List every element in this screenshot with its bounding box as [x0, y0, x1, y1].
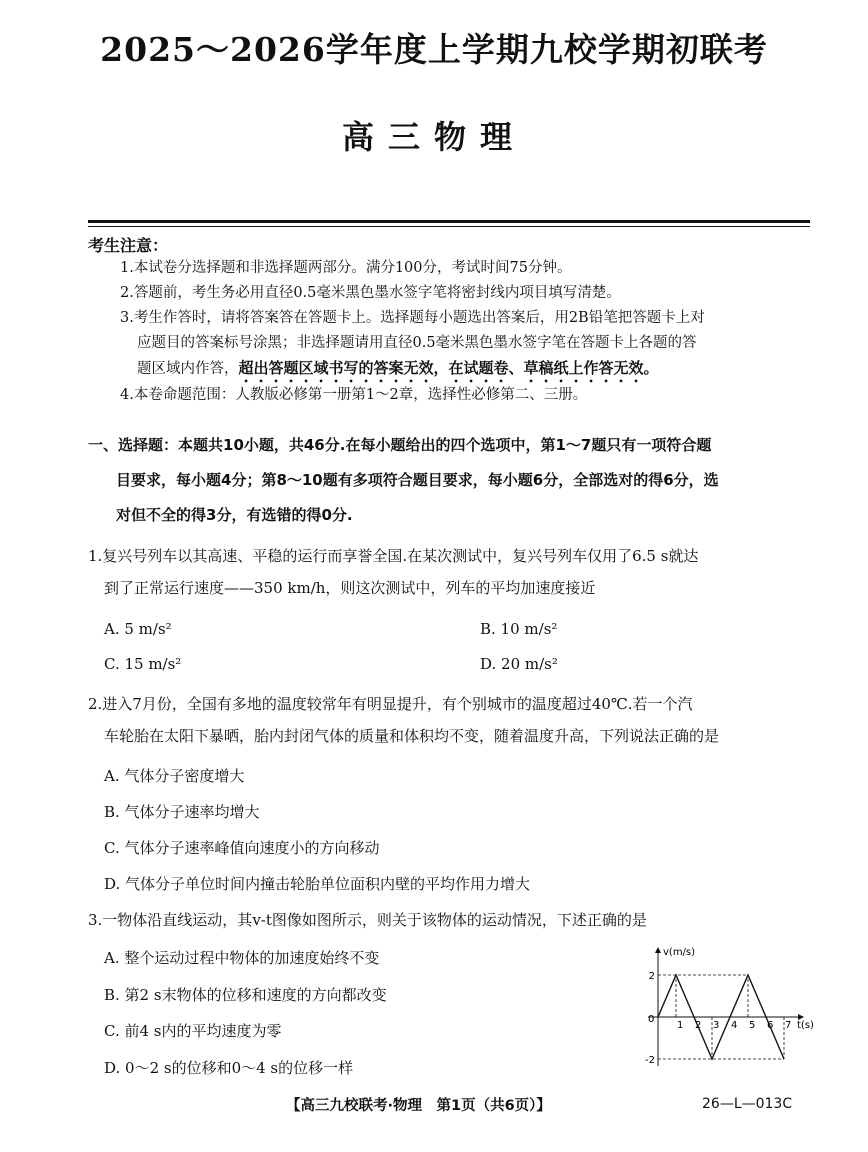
question-2-option-a: A. 气体分子密度增大	[104, 767, 245, 785]
origin-label: 0	[648, 1014, 655, 1025]
velocity-time-chart	[645, 944, 818, 1074]
question-2-line-1: 2.进入7月份，全国有多地的温度较常年有明显提升，有个别城市的温度超过40℃.若一个汽	[88, 695, 693, 713]
section-1-instructions	[88, 428, 820, 533]
y-tick-label-neg2: -2	[645, 1055, 655, 1066]
notice-item-1: 1.本试卷分选择题和非选择题两部分。满分100分，考试时间75分钟。	[120, 260, 572, 276]
question-3-option-b: B. 第2 s末物体的位移和速度的方向都改变	[104, 986, 387, 1004]
section-1-line-1: 一、选择题：本题共10小题，共46分.在每小题给出的四个选项中，第1～7题只有一项符合题	[88, 436, 712, 454]
subject-title: 高三物理	[341, 118, 526, 156]
question-2-stem	[88, 688, 824, 752]
x-tick-label-5: 5	[749, 1020, 756, 1031]
notice-item-2: 2.答题前，考生务必用直径0.5毫米黑色墨水签字笔将密封线内项目填写清楚。	[120, 285, 621, 301]
header-divider-thick	[88, 220, 810, 223]
y-axis-label: v(m/s)	[663, 947, 696, 958]
x-tick-label-6: 6	[767, 1020, 774, 1031]
x-axis-label: t(s)	[797, 1020, 814, 1031]
question-2-option-d: D. 气体分子单位时间内撞击轮胎单位面积内壁的平均作用力增大	[104, 875, 531, 893]
question-3-option-a: A. 整个运动过程中物体的加速度始终不变	[104, 949, 380, 967]
footer-paper-code: 26—L—013C	[702, 1096, 793, 1112]
exam-title: 2025～2026学年度上学期九校学期初联考	[100, 30, 768, 69]
question-2-line-2: 车轮胎在太阳下暴晒，胎内封闭气体的质量和体积均不变，随着温度升高，下列说法正确的是	[104, 727, 720, 745]
question-1-stem	[88, 540, 824, 604]
x-tick-label-7: 7	[785, 1020, 792, 1031]
header-divider-thin	[88, 226, 810, 227]
question-3-option-d: D. 0～2 s的位移和0～4 s的位移一样	[104, 1059, 354, 1077]
x-tick-label-1: 1	[677, 1020, 684, 1031]
question-2-option-b: B. 气体分子速率均增大	[104, 803, 260, 821]
question-1-option-c: C. 15 m/s²	[104, 655, 182, 673]
y-tick-label-2: 2	[648, 971, 655, 982]
question-1-line-2: 到了正常运行速度——350 km/h，则这次测试中，列车的平均加速度接近	[104, 579, 596, 597]
notice-item-3-line-1: 3.考生作答时，请将答案答在答题卡上。选择题每小题选出答案后，用2B铅笔把答题卡上对	[120, 310, 705, 326]
notice-item-3-emphasis: 超出答题区域书写的答案无效，在试题卷、草稿纸上作答无效。	[238, 359, 659, 377]
section-1-line-3: 对但不全的得3分，有选错的得0分.	[116, 506, 353, 524]
question-2-option-c: C. 气体分子速率峰值向速度小的方向移动	[104, 839, 380, 857]
question-3-option-c: C. 前4 s内的平均速度为零	[104, 1022, 282, 1040]
question-3-stem: 3.一物体沿直线运动，其v-t图像如图所示，则关于该物体的运动情况，下述正确的是	[88, 911, 647, 929]
question-1-option-a: A. 5 m/s²	[104, 620, 172, 638]
notice-item-3-line-2: 应题目的答案标号涂黑；非选择题请用直径0.5毫米黑色墨水签字笔在答题卡上各题的答	[137, 335, 697, 351]
x-tick-label-2: 2	[695, 1020, 702, 1031]
section-1-line-2: 目要求，每小题4分；第8～10题有多项符合题目要求，每小题6分，全部选对的得6分，选	[116, 471, 719, 489]
footer-page-info: 【高三九校联考·物理 第1页（共6页）】	[286, 1098, 551, 1114]
question-1-option-d: D. 20 m/s²	[480, 655, 558, 673]
notice-item-3-text: 题区域内作答，	[137, 361, 239, 377]
x-tick-label-3: 3	[713, 1020, 720, 1031]
notice-heading: 考生注意：	[88, 236, 169, 255]
question-1-option-b: B. 10 m/s²	[480, 620, 558, 638]
question-1-line-1: 1.复兴号列车以其高速、平稳的运行而享誉全国.在某次测试中，复兴号列车仅用了6.5 s就达	[88, 547, 699, 565]
x-tick-label-4: 4	[731, 1020, 738, 1031]
notice-item-4: 4.本卷命题范围：人教版必修第一册第1～2章，选择性必修第二、三册。	[120, 387, 588, 403]
